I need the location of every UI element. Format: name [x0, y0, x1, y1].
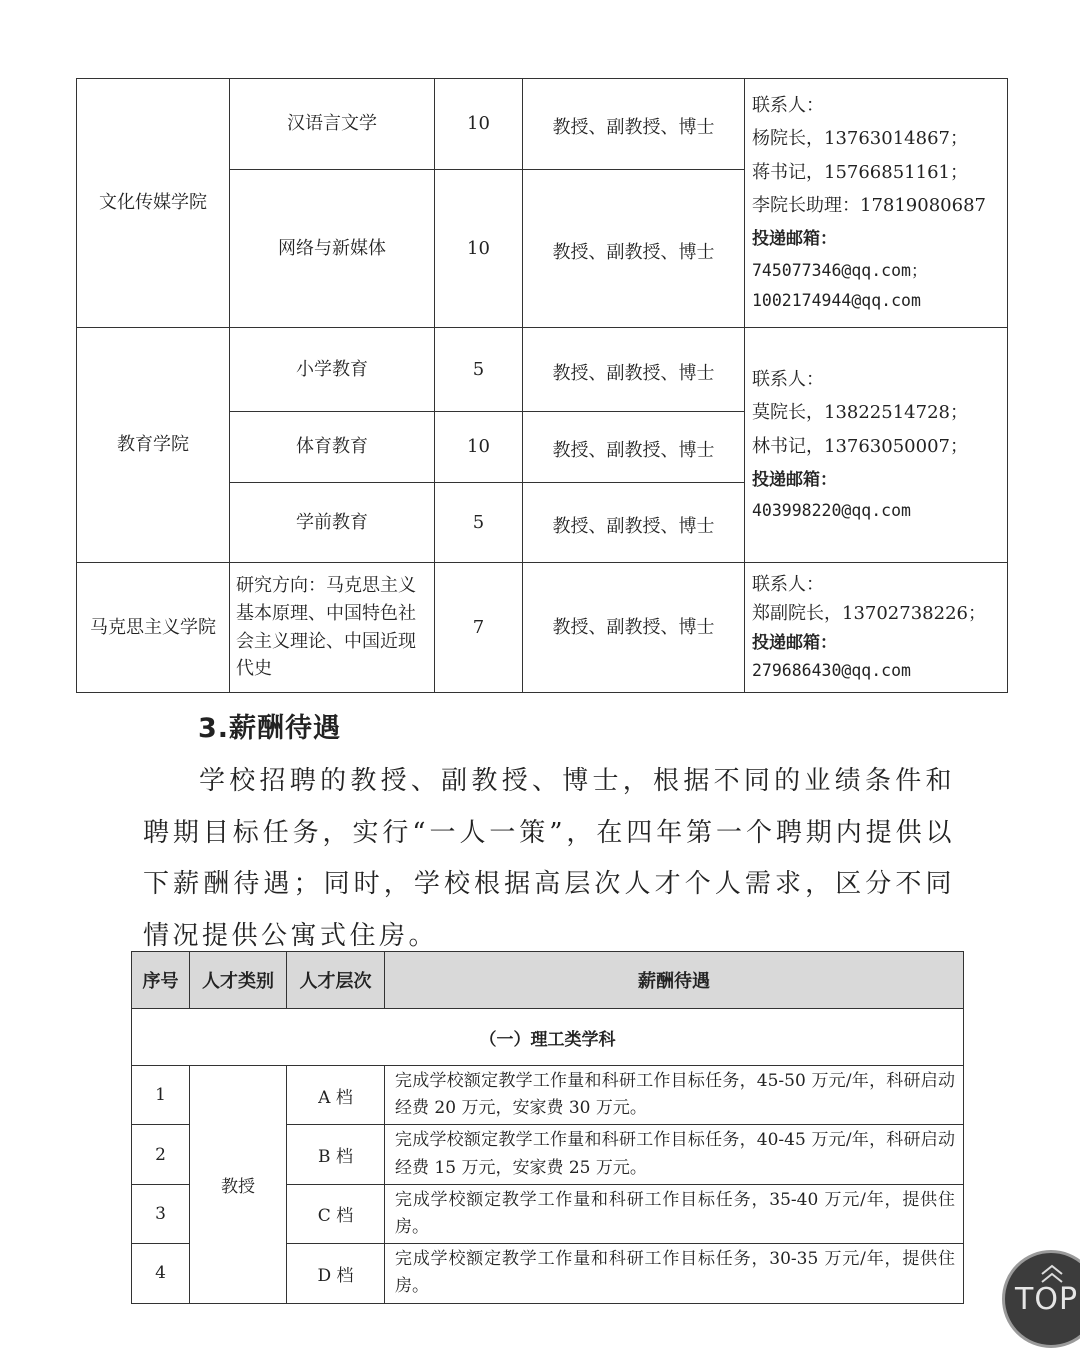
row-number: 3 [132, 1184, 190, 1243]
hire-count: 10 [435, 412, 523, 483]
row-number: 2 [132, 1125, 190, 1184]
research-direction: 研究方向：马克思主义基本原理、中国特色社会主义理论、中国近现代史 [230, 563, 435, 693]
major-name: 体育教育 [230, 412, 435, 483]
top-label: TOP [1015, 1282, 1079, 1317]
contact-label: 联系人： [752, 95, 824, 117]
contact-person: 蒋书记，15766851161； [752, 161, 968, 183]
hire-count: 10 [435, 79, 523, 170]
section-heading: 3.薪酬待遇 [198, 713, 342, 744]
talent-type: 教授 [190, 1066, 287, 1304]
job-titles: 教授、副教授、博士 [523, 79, 745, 170]
table-header-row [132, 952, 964, 1009]
table-row [77, 328, 1008, 412]
header-talent-type: 人才类别 [190, 952, 287, 1009]
hire-count: 5 [435, 328, 523, 412]
contact-person: 杨院长，13763014867； [752, 128, 968, 150]
talent-level: B 档 [287, 1125, 385, 1184]
contact-label: 联系人： [752, 369, 824, 391]
major-name: 小学教育 [230, 328, 435, 412]
hire-count: 10 [435, 170, 523, 328]
header-no: 序号 [132, 952, 190, 1009]
talent-level: D 档 [287, 1244, 385, 1303]
contact-person: 莫院长，13822514728； [752, 402, 968, 424]
talent-level: C 档 [287, 1184, 385, 1243]
hire-count: 7 [435, 563, 523, 693]
category-row [132, 1009, 964, 1066]
hire-count: 5 [435, 483, 523, 563]
row-number: 1 [132, 1066, 190, 1125]
contact-person: 林书记，13763050007； [752, 435, 968, 457]
salary-description: 完成学校额定教学工作量和科研工作目标任务，40-45 万元/年，科研启动经费 15 万元，安家费 25 万元。 [385, 1125, 964, 1184]
email-address: 1002174944@qq.com [752, 291, 921, 311]
college-name: 文化传媒学院 [77, 79, 230, 328]
contact-label: 联系人： [752, 574, 824, 596]
email-address: 745077346@qq.com； [752, 260, 928, 280]
job-titles: 教授、副教授、博士 [523, 483, 745, 563]
header-salary: 薪酬待遇 [385, 952, 964, 1009]
mail-label: 投递邮箱： [752, 469, 837, 490]
contact-info [745, 79, 1008, 328]
contact-info [745, 328, 1008, 563]
contact-person: 李院长助理：17819080687 [752, 195, 986, 217]
major-name: 网络与新媒体 [230, 170, 435, 328]
salary-description: 完成学校额定教学工作量和科研工作目标任务，30-35 万元/年，提供住房。 [385, 1244, 964, 1303]
job-titles: 教授、副教授、博士 [523, 170, 745, 328]
section-paragraph: 学校招聘的教授、副教授、博士，根据不同的业绩条件和聘期目标任务，实行“一人一策”，在四年第一个聘期内提供以下薪酬待遇；同时，学校根据高层次人才个人需求，区分不同情况提供公寓式住房。 [143, 766, 955, 951]
email-address: 279686430@qq.com [752, 660, 911, 680]
table-row [77, 563, 1008, 693]
category-label: （一）理工类学科 [132, 1009, 964, 1066]
job-titles: 教授、副教授、博士 [523, 412, 745, 483]
contact-info [745, 563, 1008, 693]
table-row [77, 79, 1008, 170]
college-name: 教育学院 [77, 328, 230, 563]
major-name: 学前教育 [230, 483, 435, 563]
job-titles: 教授、副教授、博士 [523, 328, 745, 412]
salary-description: 完成学校额定教学工作量和科研工作目标任务，35-40 万元/年，提供住房。 [385, 1184, 964, 1243]
contact-person: 郑副院长，13702738226； [752, 602, 986, 624]
mail-label: 投递邮箱： [752, 229, 837, 250]
mail-label: 投递邮箱： [752, 632, 837, 653]
table-row [132, 1066, 964, 1125]
header-talent-level: 人才层次 [287, 952, 385, 1009]
recruitment-table [76, 78, 1008, 693]
major-name: 汉语言文学 [230, 79, 435, 170]
row-number: 4 [132, 1244, 190, 1303]
talent-level: A 档 [287, 1066, 385, 1125]
salary-description: 完成学校额定教学工作量和科研工作目标任务，45-50 万元/年，科研启动经费 20 万元，安家费 30 万元。 [385, 1066, 964, 1125]
salary-table [131, 951, 964, 1304]
email-address: 403998220@qq.com [752, 501, 911, 521]
back-to-top-button[interactable] [1002, 1250, 1080, 1348]
college-name: 马克思主义学院 [77, 563, 230, 693]
job-titles: 教授、副教授、博士 [523, 563, 745, 693]
